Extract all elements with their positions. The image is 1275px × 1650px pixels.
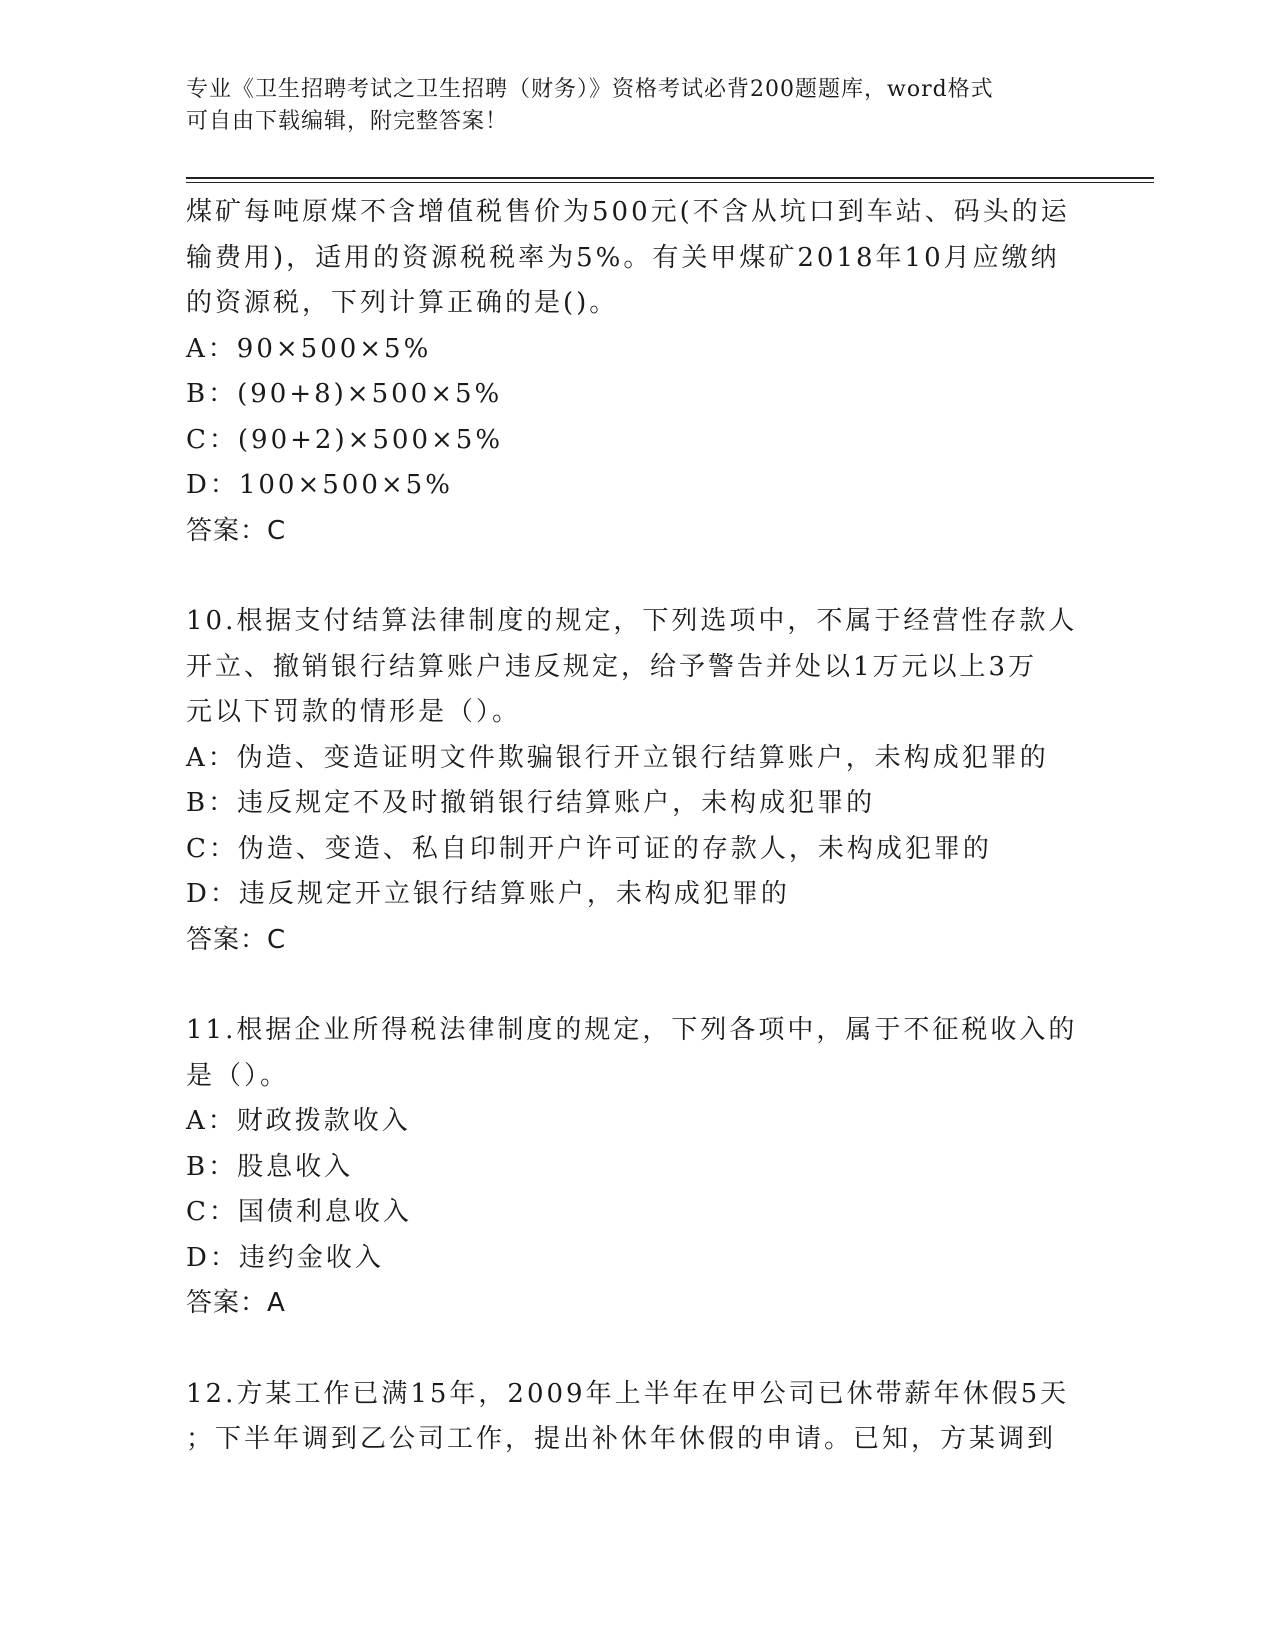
option-c: C：(90+2)×500×5%	[186, 424, 504, 455]
question-stem-line: 开立、撤销银行结算账户违反规定，给予警告并处以1万元以上3万	[186, 651, 1038, 682]
document-body	[186, 190, 1086, 1463]
question-stem-line: 的资源税，下列计算正确的是()。	[186, 288, 619, 318]
header-divider-thin	[186, 182, 1154, 183]
option-c: C：伪造、变造、私自印制开户许可证的存款人，未构成犯罪的	[186, 833, 992, 864]
header-divider-thick	[186, 177, 1154, 179]
header-title-line-2: 可自由下载编辑，附完整答案！	[186, 109, 509, 134]
question-12	[186, 1372, 1086, 1463]
question-spacer	[186, 554, 1086, 599]
option-c: C：国债利息收入	[186, 1197, 412, 1227]
question-stem-line: 10.根据支付结算法律制度的规定，下列选项中，不属于经营性存款人	[186, 606, 1078, 636]
question-spacer	[186, 1327, 1086, 1372]
option-a: A：伪造、变造证明文件欺骗银行开立银行结算账户，未构成犯罪的	[186, 742, 1049, 773]
answer-label: 答案：A	[186, 1288, 286, 1318]
option-d: D：100×500×5%	[186, 470, 453, 500]
question-10	[186, 599, 1086, 963]
question-stem-line: 12.方某工作已满15年，2009年上半年在甲公司已休带薪年休假5天	[186, 1378, 1070, 1409]
question-stem-line: 是（）。	[186, 1060, 290, 1091]
answer-label: 答案：C	[186, 924, 287, 955]
question-11	[186, 1008, 1086, 1327]
option-a: A：90×500×5%	[186, 333, 432, 364]
question-stem-line: 煤矿每吨原煤不含增值税售价为500元(不含从坑口到车站、码头的运	[186, 197, 1070, 227]
option-d: D：违反规定开立银行结算账户，未构成犯罪的	[186, 879, 790, 909]
question-stem-line: 输费用)，适用的资源税税率为5%。有关甲煤矿2018年10月应缴纳	[186, 242, 1060, 273]
option-d: D：违约金收入	[186, 1242, 384, 1273]
document-header	[186, 74, 1086, 138]
answer-label: 答案：C	[186, 515, 287, 546]
question-stem-line: 元以下罚款的情形是（）。	[186, 697, 522, 727]
option-b: B：(90+8)×500×5%	[186, 379, 503, 409]
option-a: A：财政拨款收入	[186, 1106, 411, 1136]
option-b: B：股息收入	[186, 1151, 354, 1182]
question-stem-line: ；下半年调到乙公司工作，提出补休年休假的申请。已知，方某调到	[186, 1424, 1057, 1454]
question-spacer	[186, 963, 1086, 1008]
question-9	[186, 190, 1086, 554]
question-stem-line: 11.根据企业所得税法律制度的规定，下列各项中，属于不征税收入的	[186, 1015, 1078, 1045]
header-title-line-1: 专业《卫生招聘考试之卫生招聘（财务）》资格考试必背200题题库，word格式	[186, 77, 994, 102]
option-b: B：违反规定不及时撤销银行结算账户，未构成犯罪的	[186, 788, 876, 818]
